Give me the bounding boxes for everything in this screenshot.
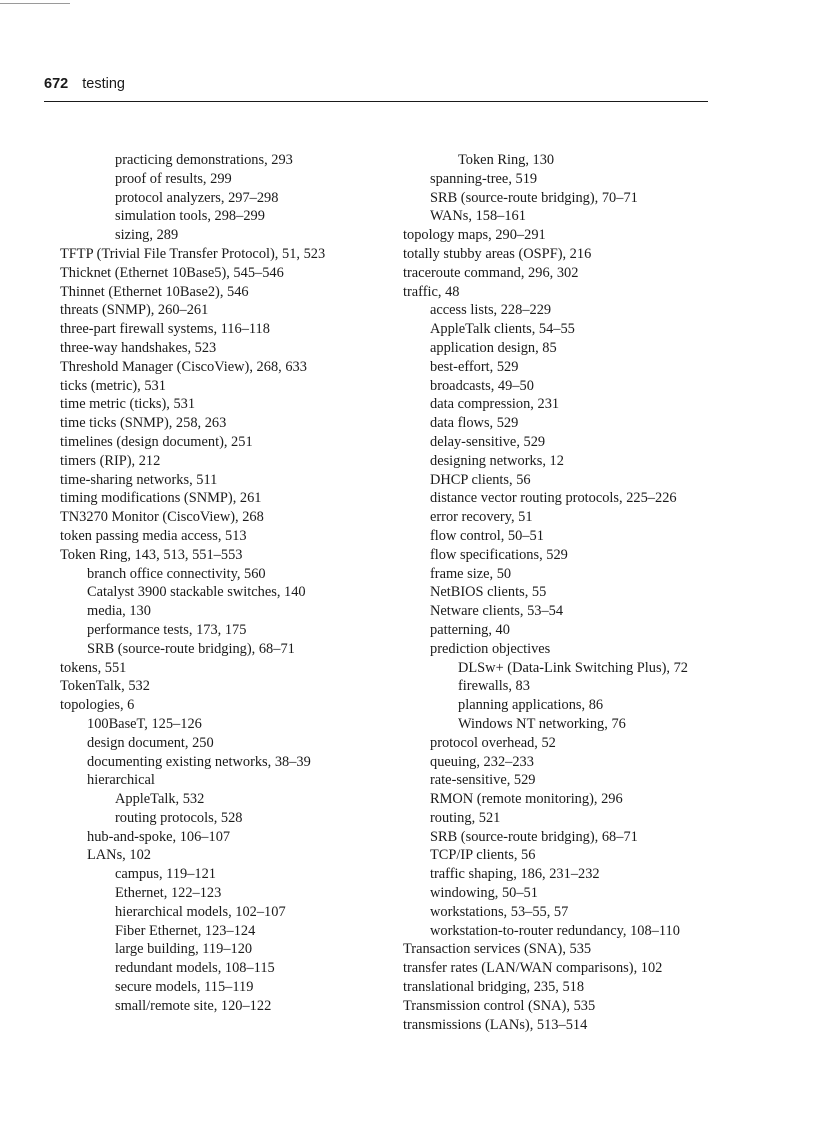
index-subentry: documenting existing networks, 38–39 xyxy=(87,753,311,770)
index-subentry: designing networks, 12 xyxy=(430,452,564,469)
index-subentry: broadcasts, 49–50 xyxy=(430,377,534,394)
index-entry: tokens, 551 xyxy=(60,659,127,676)
index-entry: Transmission control (SNA), 535 xyxy=(403,997,596,1014)
index-subentry: NetBIOS clients, 55 xyxy=(430,584,547,601)
index-subentry: small/remote site, 120–122 xyxy=(115,997,272,1014)
index-entry: token passing media access, 513 xyxy=(60,527,247,544)
index-subentry: error recovery, 51 xyxy=(430,509,533,526)
index-subentry: workstation-to-router redundancy, 108–110 xyxy=(430,922,680,939)
index-column-right xyxy=(403,151,733,1034)
index-subentry: flow control, 50–51 xyxy=(430,527,544,544)
index-subentry: firewalls, 83 xyxy=(458,678,530,695)
index-entry: timers (RIP), 212 xyxy=(60,452,161,469)
header-rule xyxy=(44,101,708,102)
index-subentry: windowing, 50–51 xyxy=(430,885,538,902)
index-entry: topology maps, 290–291 xyxy=(403,227,546,244)
index-entry: three-way handshakes, 523 xyxy=(60,339,217,356)
index-subentry: data compression, 231 xyxy=(430,396,560,413)
index-subentry: 100BaseT, 125–126 xyxy=(87,715,202,732)
index-subentry: DLSw+ (Data-Link Switching Plus), 72 xyxy=(458,659,688,676)
index-subentry: rate-sensitive, 529 xyxy=(430,772,536,789)
index-subentry: Fiber Ethernet, 123–124 xyxy=(115,922,256,939)
index-subentry: patterning, 40 xyxy=(430,621,510,638)
index-subentry: best-effort, 529 xyxy=(430,358,519,375)
index-subentry: performance tests, 173, 175 xyxy=(87,621,247,638)
index-entry: traffic, 48 xyxy=(403,283,460,300)
index-subentry: hub-and-spoke, 106–107 xyxy=(87,828,231,845)
index-subentry: traffic shaping, 186, 231–232 xyxy=(430,866,600,883)
index-entry: topologies, 6 xyxy=(60,697,135,714)
index-entry: Token Ring, 143, 513, 551–553 xyxy=(60,546,243,563)
index-subentry: queuing, 232–233 xyxy=(430,753,534,770)
index-entry: transmissions (LANs), 513–514 xyxy=(403,1016,588,1033)
index-subentry: practicing demonstrations, 293 xyxy=(115,152,293,168)
index-subentry: workstations, 53–55, 57 xyxy=(430,903,569,920)
index-entry: Transaction services (SNA), 535 xyxy=(403,941,592,958)
index-subentry: Ethernet, 122–123 xyxy=(115,885,222,902)
index-subentry: spanning-tree, 519 xyxy=(430,170,538,187)
index-entry: time ticks (SNMP), 258, 263 xyxy=(60,415,227,432)
index-entry: timelines (design document), 251 xyxy=(60,433,253,450)
index-subentry: redundant models, 108–115 xyxy=(115,960,275,977)
index-subentry: prediction objectives xyxy=(430,640,551,657)
running-title: testing xyxy=(82,76,125,92)
index-subentry: distance vector routing protocols, 225–226 xyxy=(430,490,677,507)
index-entry: traceroute command, 296, 302 xyxy=(403,264,579,281)
index-entry: timing modifications (SNMP), 261 xyxy=(60,490,262,507)
index-entry: TN3270 Monitor (CiscoView), 268 xyxy=(60,509,264,526)
index-subentry: Catalyst 3900 stackable switches, 140 xyxy=(87,584,306,601)
index-subentry: branch office connectivity, 560 xyxy=(87,565,266,582)
index-subentry: WANs, 158–161 xyxy=(430,208,526,225)
index-subentry: AppleTalk, 532 xyxy=(115,791,205,808)
index-entry: Thicknet (Ethernet 10Base5), 545–546 xyxy=(60,264,284,281)
index-subentry: application design, 85 xyxy=(430,339,557,356)
index-entry: TokenTalk, 532 xyxy=(60,678,150,695)
index-subentry: frame size, 50 xyxy=(430,565,512,582)
index-entry: time-sharing networks, 511 xyxy=(60,471,218,488)
index-entry: totally stubby areas (OSPF), 216 xyxy=(403,245,592,262)
index-subentry: access lists, 228–229 xyxy=(430,302,552,319)
index-subentry: large building, 119–120 xyxy=(115,941,253,958)
index-subentry: proof of results, 299 xyxy=(115,170,232,187)
index-subentry: hierarchical models, 102–107 xyxy=(115,903,286,920)
index-subentry: Windows NT networking, 76 xyxy=(458,715,626,732)
index-entry: ticks (metric), 531 xyxy=(60,377,166,394)
index-entry: translational bridging, 235, 518 xyxy=(403,979,585,996)
index-subentry: SRB (source-route bridging), 68–71 xyxy=(430,828,638,845)
index-subentry: delay-sensitive, 529 xyxy=(430,433,546,450)
index-subentry: Netware clients, 53–54 xyxy=(430,603,564,620)
index-subentry: sizing, 289 xyxy=(115,227,179,244)
index-subentry: planning applications, 86 xyxy=(458,697,604,714)
index-subentry: data flows, 529 xyxy=(430,415,519,432)
index-subentry: secure models, 115–119 xyxy=(115,979,254,996)
running-header xyxy=(44,74,708,96)
index-subentry: media, 130 xyxy=(87,603,151,620)
index-subentry: AppleTalk clients, 54–55 xyxy=(430,321,575,338)
index-subentry: Token Ring, 130 xyxy=(458,152,555,168)
index-subentry: LANs, 102 xyxy=(87,847,151,864)
corner-rule xyxy=(0,3,70,4)
index-entry: Threshold Manager (CiscoView), 268, 633 xyxy=(60,358,307,375)
index-subentry: routing, 521 xyxy=(430,809,501,826)
index-subentry: routing protocols, 528 xyxy=(115,809,243,826)
index-subentry: TCP/IP clients, 56 xyxy=(430,847,536,864)
index-subentry: DHCP clients, 56 xyxy=(430,471,531,488)
index-subentry: flow specifications, 529 xyxy=(430,546,568,563)
index-subentry: hierarchical xyxy=(87,772,155,789)
index-entry: three-part firewall systems, 116–118 xyxy=(60,321,270,338)
index-entry: Thinnet (Ethernet 10Base2), 546 xyxy=(60,283,249,300)
index-subentry: protocol overhead, 52 xyxy=(430,734,556,751)
index-entry: transfer rates (LAN/WAN comparisons), 102 xyxy=(403,960,663,977)
index-subentry: RMON (remote monitoring), 296 xyxy=(430,791,623,808)
index-subentry: SRB (source-route bridging), 68–71 xyxy=(87,640,295,657)
index-subentry: simulation tools, 298–299 xyxy=(115,208,265,225)
index-entry: threats (SNMP), 260–261 xyxy=(60,302,209,319)
index-entry: time metric (ticks), 531 xyxy=(60,396,196,413)
index-subentry: SRB (source-route bridging), 70–71 xyxy=(430,189,638,206)
index-subentry: design document, 250 xyxy=(87,734,214,751)
index-subentry: campus, 119–121 xyxy=(115,866,216,883)
index-entry: TFTP (Trivial File Transfer Protocol), 51, 523 xyxy=(60,245,326,262)
index-column-left xyxy=(60,151,390,1016)
page-number: 672 xyxy=(44,76,69,92)
index-subentry: protocol analyzers, 297–298 xyxy=(115,189,279,206)
